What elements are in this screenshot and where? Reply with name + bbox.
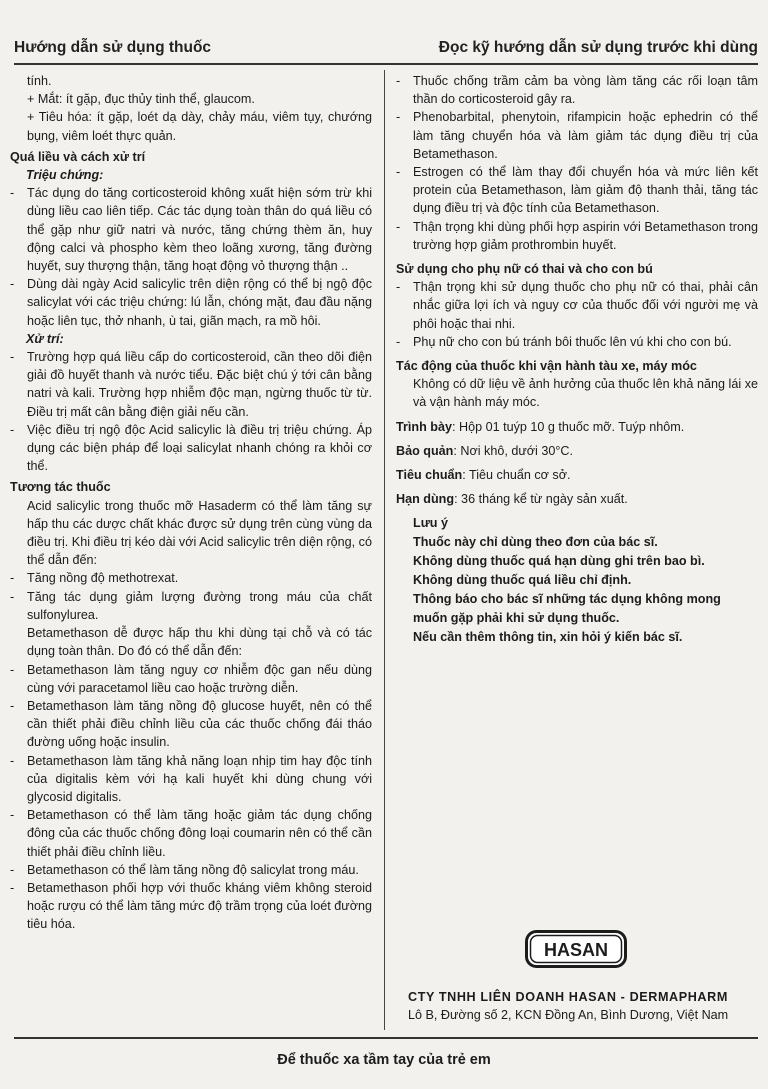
note-heading: Lưu ý <box>413 516 449 531</box>
note-item: Nếu cần thêm thông tin, xin hỏi ý kiến bác sĩ. <box>413 629 683 644</box>
logo-text: HASAN <box>543 940 609 960</box>
interaction-item: - Betamethason làm tăng nồng độ glucose huyết, nên có thể cần thiết phải điều chỉnh liều của các thuốc chống đái tháo đường uống hoặc insulin. <box>10 697 372 752</box>
right-column <box>396 72 758 647</box>
column-divider <box>384 70 385 1030</box>
interaction-item: - Betamethason làm tăng khả năng loạn nhịp tim hay độc tính của digitalis kèm với hạ kali huyết khi dùng chung với glycosid digitalis. <box>10 752 372 807</box>
interaction-item: - Betamethason có thể làm tăng nồng độ salicylat trong máu. <box>10 861 372 879</box>
treatment-item: - Việc điều trị ngộ độc Acid salicylic là điều trị triệu chứng. Áp dụng các biện pháp để loại salicylat nhanh chóng ra khỏi cơ thể. <box>10 421 372 476</box>
storage-label: Bảo quản <box>396 443 454 458</box>
footer-warning: Để thuốc xa tầm tay của trẻ em <box>277 1052 491 1068</box>
interaction-item: - Betamethason phối hợp với thuốc kháng viêm không steroid hoặc rượu có thể làm tăng mức độ trầm trọng của loét đường tiêu hóa. <box>10 879 372 934</box>
interaction-item: - Estrogen có thể làm thay đổi chuyển hóa và mức liên kết protein của Betamethason, làm giảm độ thanh thải, tăng tác dụng điều trị và độc tính của Betamethason. <box>396 163 758 218</box>
expiry-value: : 36 tháng kể từ ngày sản xuất. <box>454 492 628 507</box>
note-item: Thuốc này chỉ dùng theo đơn của bác sĩ. <box>413 534 658 549</box>
interaction-item: - Phenobarbital, phenytoin, rifampicin hoặc ephedrin có thể làm tăng chuyển hóa và làm giảm tác dụng điều trị của Betamethason. <box>396 108 758 163</box>
hasan-logo-icon <box>525 930 627 968</box>
interaction-item: - Betamethason làm tăng nguy cơ nhiễm độc gan nếu dùng cùng với paracetamol liều cao hoặc trường diễn. <box>10 661 372 697</box>
standard-label: Tiêu chuẩn <box>396 468 463 483</box>
note-item: Không dùng thuốc quá hạn dùng ghi trên bao bì. <box>413 553 705 568</box>
digest-side-effect: + Tiêu hóa: ít gặp, loét dạ dày, chảy máu, viêm tụy, chướng bụng, viêm loét thực quản. <box>27 110 372 143</box>
footer-divider <box>14 1037 758 1039</box>
left-column <box>10 72 372 934</box>
interaction-intro: Acid salicylic trong thuốc mỡ Hasaderm có thể làm tăng sự hấp thu các dược chất khác được sử dụng trên cùng vùng da điều trị. Khi điều trị kéo dài với Acid salicylic trên diện rộng, có thể dẫn đến: <box>27 498 372 568</box>
standard-row <box>396 466 758 484</box>
presentation-row <box>396 418 758 436</box>
driving-text: Không có dữ liệu về ảnh hưởng của thuốc lên khả năng lái xe và vận hành máy móc. <box>413 377 758 410</box>
pregnancy-item: - Phụ nữ cho con bú tránh bôi thuốc lên vú khi cho con bú. <box>396 333 758 351</box>
driving-heading: Tác động của thuốc khi vận hành tàu xe, máy móc <box>396 359 697 374</box>
note-item: Thông báo cho bác sĩ những tác dụng không mong muốn gặp phải khi sử dụng thuốc. <box>413 591 721 625</box>
treatment-heading: Xử trí: <box>26 331 64 346</box>
interaction-item: - Thuốc chống trầm cảm ba vòng làm tăng các rối loạn tâm thần do corticosteroid gây ra. <box>396 72 758 108</box>
interaction-item: - Betamethason có thể làm tăng hoặc giảm tác dụng chống đông của các thuốc chống đông loại coumarin nên có thể cần thiết phải điều chỉnh liều. <box>10 806 372 861</box>
symptom-item: - Tác dụng do tăng corticosteroid không xuất hiện sớm trừ khi dùng liều cao liên tiếp. Các tác dụng toàn thân do quá liều có thể gặp như giữ natri và nước, tăng chứng thèm ăn, huy động calci và phospho kèm theo loãng xương, tăng đường huyết, suy thượng thận, tăng hoạt động vỏ thượng thận .. <box>10 184 372 275</box>
interaction-item: - Tăng tác dụng giảm lượng đường trong máu của chất sulfonylurea. <box>10 588 372 624</box>
intro-text: tính. <box>27 74 52 88</box>
company-name: CTY TNHH LIÊN DOANH HASAN - DERMAPHARM <box>408 990 728 1004</box>
presentation-label: Trình bày <box>396 419 452 434</box>
note-item: Không dùng thuốc quá liều chỉ định. <box>413 572 632 587</box>
expiry-row <box>396 490 758 508</box>
treatment-item: - Trường hợp quá liều cấp do corticosteroid, cần theo dõi điện giải đồ huyết thanh và nước tiểu. Đặc biệt chú ý tới cân bằng natri và kali. Trường hợp nhiễm độc mạn, ngừng thuốc từ từ. Điều trị mất cân bằng điện giải nếu cần. <box>10 348 372 421</box>
company-block <box>408 988 758 1024</box>
page-header <box>14 36 758 60</box>
eye-side-effect: + Mắt: ít gặp, đục thủy tinh thể, glaucom. <box>27 92 255 107</box>
expiry-label: Hạn dùng <box>396 492 455 507</box>
header-left-title: Hướng dẫn sử dụng thuốc <box>14 39 212 56</box>
pregnancy-item: - Thận trọng khi sử dụng thuốc cho phụ nữ có thai, phải cân nhắc giữa lợi ích và nguy cơ của thuốc đối với người mẹ và phôi hoặc thai nhi. <box>396 278 758 333</box>
symptoms-heading: Triệu chứng: <box>26 168 104 183</box>
standard-value: : Tiêu chuẩn cơ sở. <box>462 468 571 483</box>
presentation-value: : Hộp 01 tuýp 10 g thuốc mỡ. Tuýp nhôm. <box>451 419 685 434</box>
header-right-title: Đọc kỹ hướng dẫn sử dụng trước khi dùng <box>438 39 758 56</box>
interaction-item: - Tăng nồng độ methotrexat. <box>10 569 372 587</box>
interaction-heading: Tương tác thuốc <box>10 480 111 495</box>
pregnancy-heading: Sử dụng cho phụ nữ có thai và cho con bú <box>396 262 653 277</box>
storage-value: : Nơi khô, dưới 30°C. <box>453 443 573 458</box>
interaction-item: - Thận trọng khi dùng phối hợp aspirin với Betamethason trong trường hợp giảm prothrombin huyết. <box>396 218 758 254</box>
storage-row <box>396 442 758 460</box>
betamethason-intro: Betamethason dễ được hấp thu khi dùng tại chỗ và có tác dụng toàn thân. Do đó có thể dẫn đến: <box>27 626 372 659</box>
company-address: Lô B, Đường số 2, KCN Đồng An, Bình Dương, Việt Nam <box>408 1008 729 1022</box>
symptom-item: - Dùng dài ngày Acid salicylic trên diện rộng có thể bị ngộ độc salicylat với các triệu chứng: lú lẫn, chóng mặt, đau đầu nặng hoặc liên tục, thở nhanh, ù tai, giãn mạch, ra mồ hôi. <box>10 275 372 330</box>
overdose-heading: Quá liều và cách xử trí <box>10 149 146 164</box>
header-divider <box>14 63 758 65</box>
